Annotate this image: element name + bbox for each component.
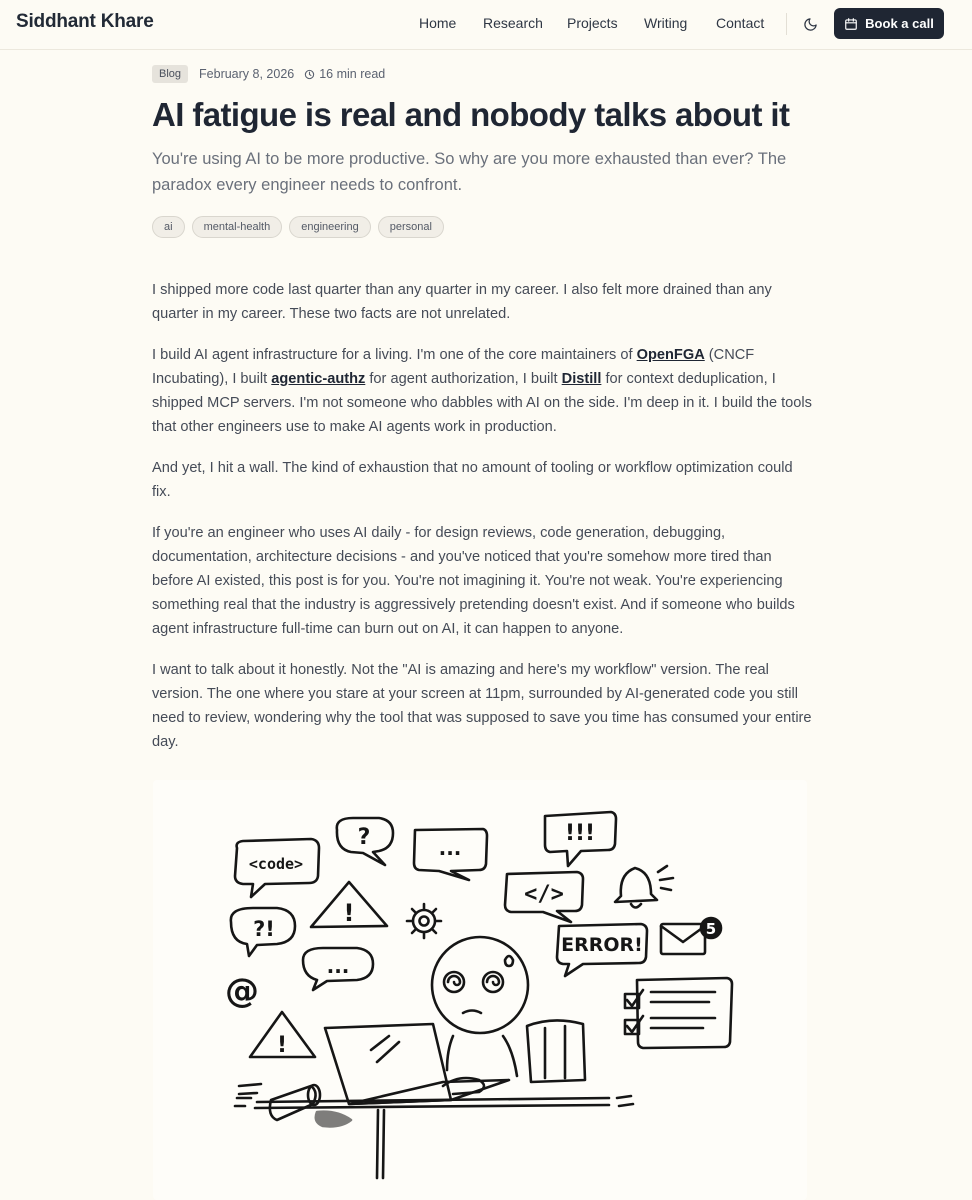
agentic-authz-link[interactable]: agentic-authz	[271, 371, 366, 387]
article-subtitle: You're using AI to be more productive. So why are you more exhausted than ever? The paradox every engineer needs to confront.	[152, 150, 787, 194]
warning-mark: !	[343, 899, 355, 927]
article-title: AI fatigue is real and nobody talks about it	[152, 96, 790, 133]
tag-mental-health[interactable]: mental-health	[192, 216, 283, 238]
article-meta	[152, 64, 385, 84]
moon-icon	[803, 17, 818, 32]
tag-engineering[interactable]: engineering	[289, 216, 371, 238]
distill-link[interactable]: Distill	[561, 371, 602, 387]
ellipsis-left-speech-bubble	[303, 948, 373, 990]
laptop	[325, 1024, 509, 1104]
text: I build AI agent infrastructure for a living. I'm one of the core maintainers of	[152, 347, 637, 363]
bubble-text: ?!	[253, 917, 275, 941]
paragraph-audience: If you're an engineer who uses AI daily - for design reviews, code generation, debugging, documentation, architecture decisions - and you've noticed that you're somehow more tired than before AI existed, this post is for you. You're not imagining it. You're not weak. You're experiencing something real that the industry is aggressively pretending doesn't exist. And if someone who builds agent infrastructure full-time can burn out on AI, it can happen to anyone.	[152, 525, 795, 637]
text: for context deduplication, I shipped MCP servers. I'm not someone who dabbles with AI on the side. I'm deep in it. I build the tools that other engineers use to make AI agents work in production.	[152, 371, 812, 435]
nav-projects[interactable]: Projects	[567, 15, 618, 31]
clock-icon	[304, 69, 315, 80]
paragraph-honest: I want to talk about it honestly. Not the "AI is amazing and here's my workflow" version. The real version. The one where you stare at your screen at 11pm, surrounded by AI-generated code you still need to review, wondering why the tool that was supposed to save you time has consumed your entire day.	[152, 662, 812, 750]
bell-icon	[615, 866, 673, 908]
calendar-icon	[844, 17, 858, 31]
interrobang-speech-bubble	[231, 908, 295, 956]
paragraph-background	[152, 343, 812, 439]
question-speech-bubble	[337, 818, 393, 865]
checklist-icon	[625, 978, 732, 1048]
error-speech-bubble	[557, 924, 647, 976]
mail-count: 5	[705, 920, 717, 938]
bubble-text: ...	[326, 954, 350, 978]
bubble-text: ?	[357, 825, 371, 850]
at-sign-icon	[225, 971, 259, 1011]
paragraph-intro: I shipped more code last quarter than any quarter in my career. I also felt more drained than any quarter in my career. These two facts are not unrelated.	[152, 282, 772, 322]
article-body	[152, 278, 812, 771]
nav-research[interactable]: Research	[483, 15, 543, 31]
bubble-text: ...	[438, 836, 462, 860]
warning-triangle-icon	[250, 1012, 315, 1058]
exclamation-speech-bubble	[545, 812, 616, 866]
ellipsis-speech-bubble	[414, 829, 487, 880]
tag-list	[152, 216, 444, 238]
bubble-text: ERROR!	[561, 934, 643, 956]
theme-toggle-button[interactable]	[798, 12, 822, 36]
warning-mark: !	[276, 1033, 288, 1058]
book-call-label: Book a call	[865, 16, 934, 31]
nav-divider	[786, 13, 787, 35]
paragraph-wall: And yet, I hit a wall. The kind of exhaustion that no amount of tooling or workflow optimization could fix.	[152, 460, 793, 500]
text: for agent authorization, I built	[365, 371, 562, 387]
warning-triangle-icon	[311, 882, 387, 927]
stressed-character	[432, 937, 528, 1076]
read-time-label: 16 min read	[319, 67, 386, 81]
tag-ai[interactable]: ai	[152, 216, 185, 238]
openfga-link[interactable]: OpenFGA	[636, 347, 705, 363]
site-header	[0, 0, 972, 50]
tag-personal[interactable]: personal	[378, 216, 444, 238]
article-illustration	[153, 780, 807, 1200]
nav-contact[interactable]: Contact	[716, 15, 765, 31]
office-chair	[527, 1020, 585, 1082]
desk	[235, 1096, 633, 1178]
site-brand[interactable]: Siddhant Khare	[16, 11, 154, 32]
at-sign: @	[225, 971, 259, 1011]
text: (CNCF Incubating), I built	[152, 347, 755, 387]
nav-home[interactable]: Home	[419, 15, 457, 31]
mail-icon	[661, 918, 721, 954]
bubble-text: !!!	[564, 821, 596, 846]
nav-writing[interactable]: Writing	[644, 15, 688, 31]
book-call-button[interactable]	[834, 8, 944, 39]
publish-date: February 8, 2026	[199, 67, 295, 81]
category-badge[interactable]: Blog	[152, 65, 188, 83]
html-tag-speech-bubble	[505, 872, 583, 922]
spilled-coffee-mug	[239, 1084, 351, 1126]
read-time	[304, 67, 385, 81]
bubble-text: </>	[524, 882, 564, 907]
bubble-text: <code>	[248, 855, 304, 873]
code-speech-bubble	[235, 839, 319, 897]
gear-icon	[407, 904, 441, 938]
